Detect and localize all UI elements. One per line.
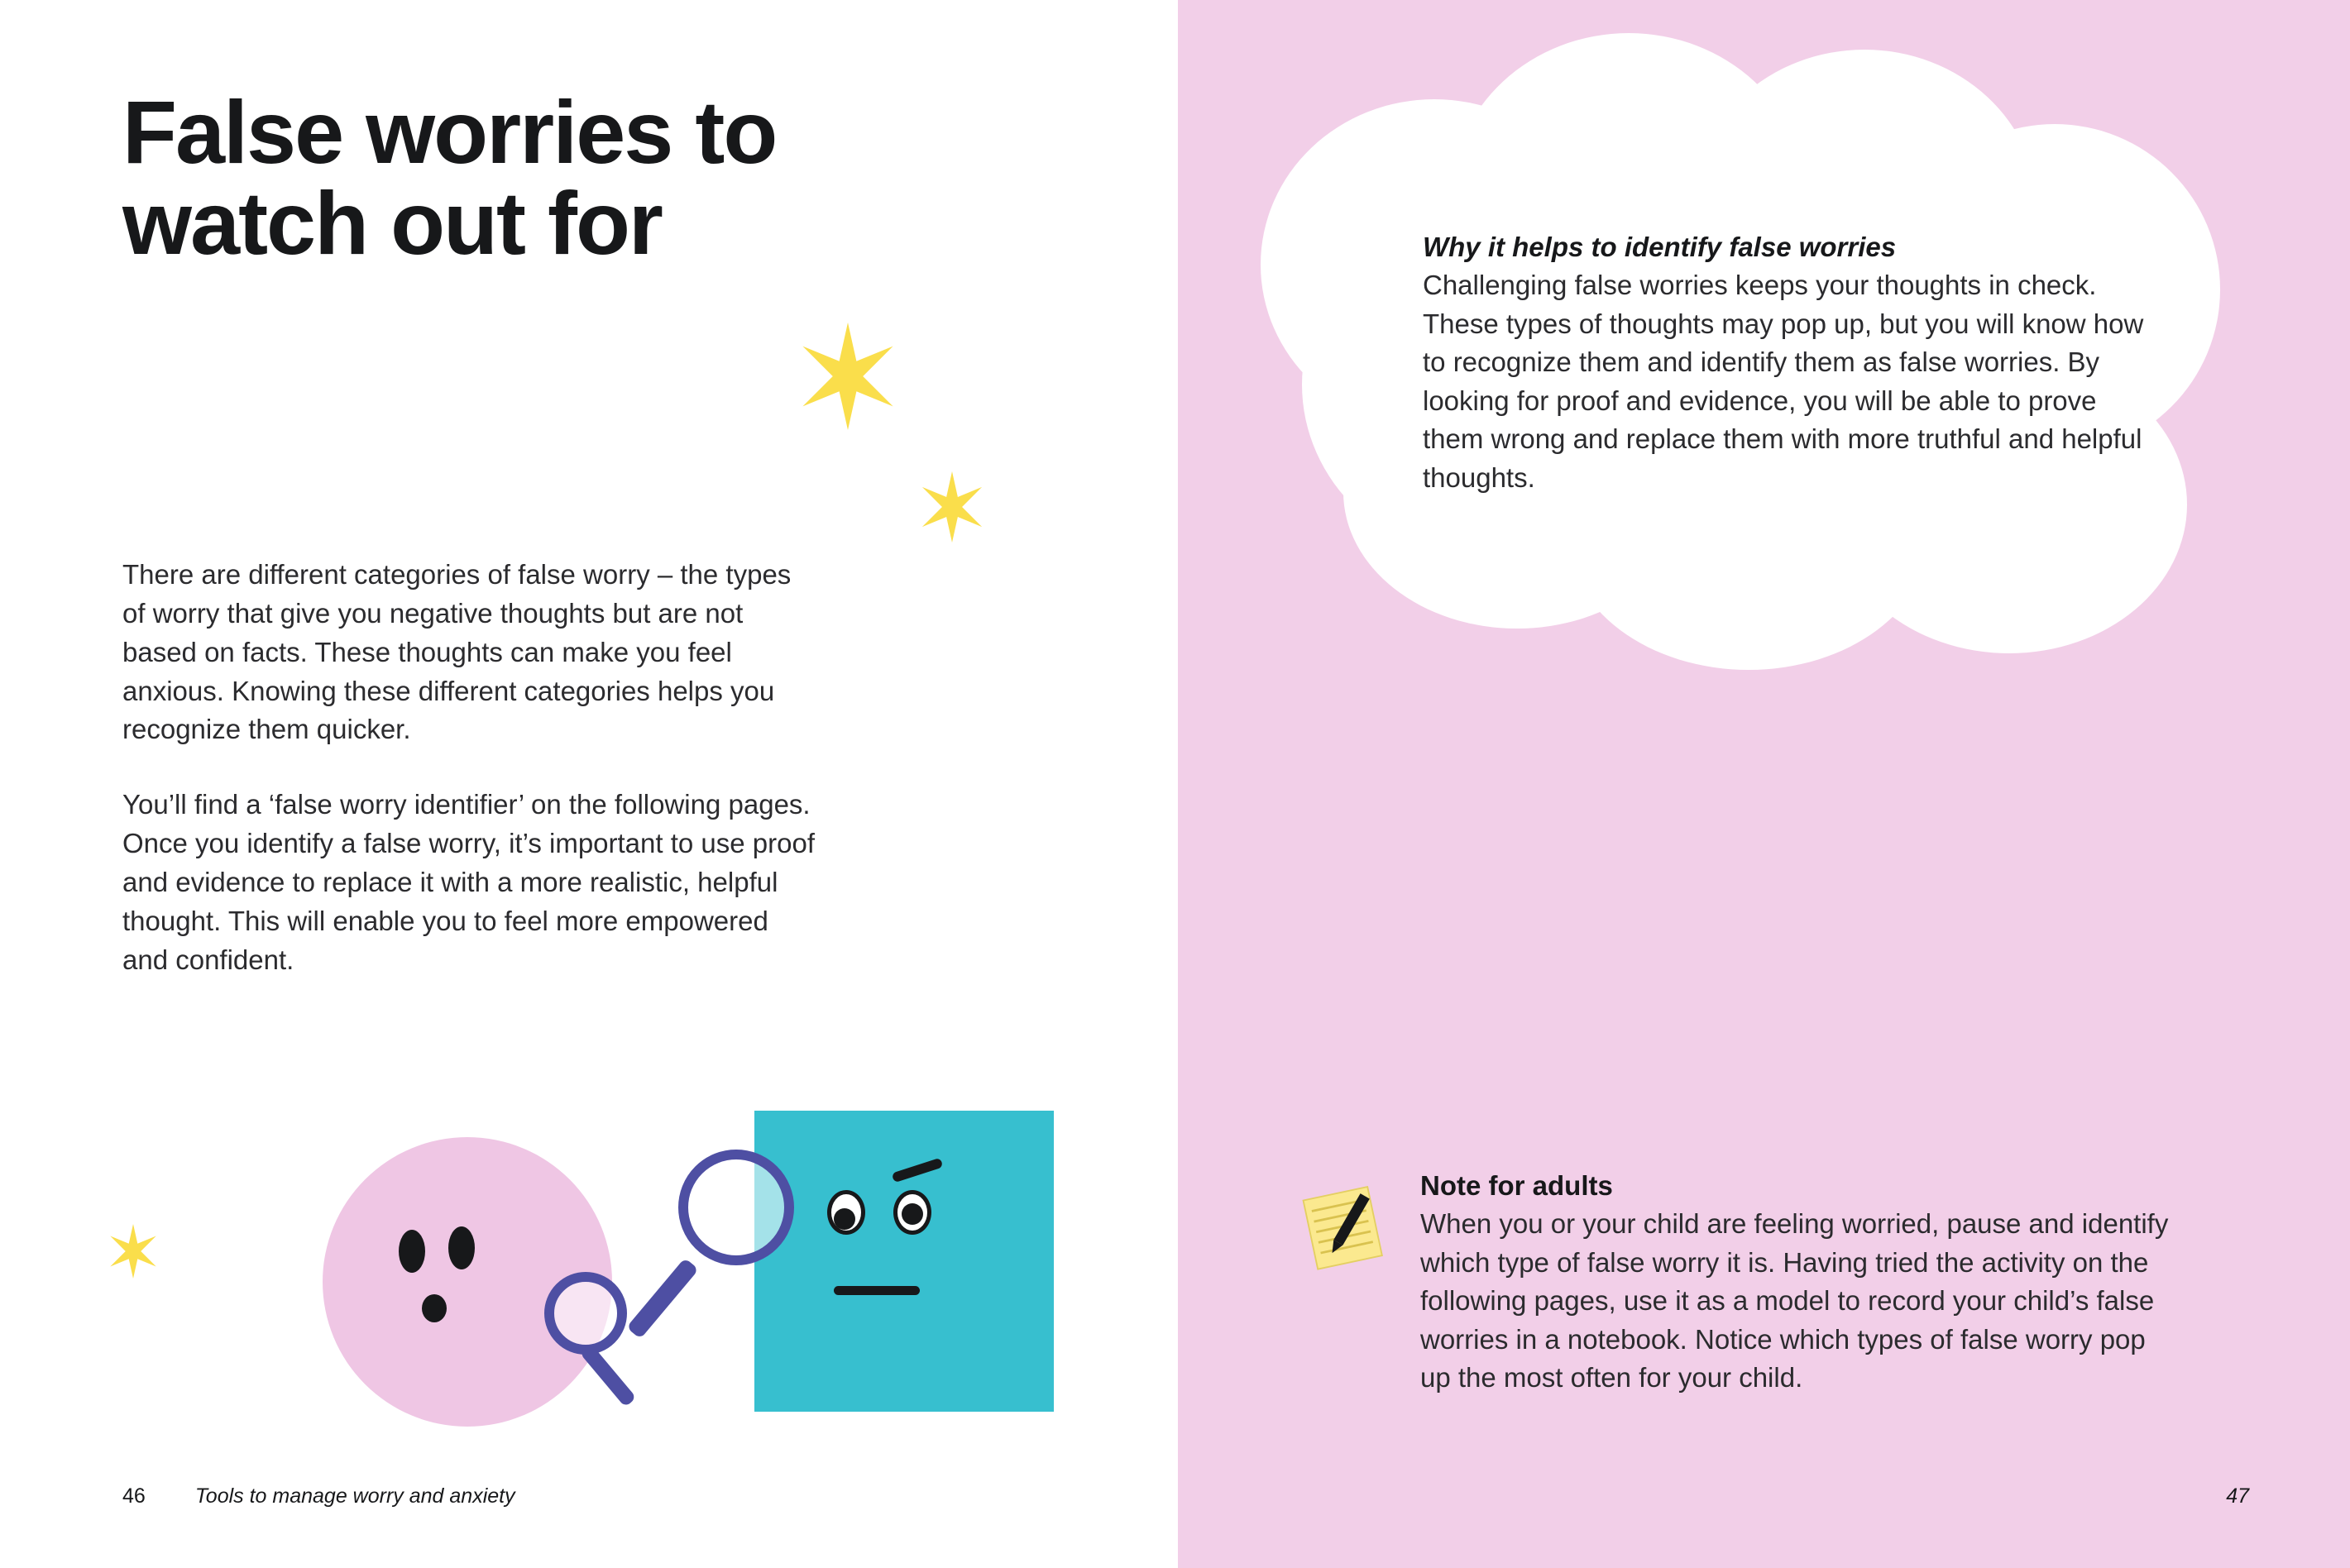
notepad-pencil-icon — [1296, 1178, 1395, 1278]
pupil-left-icon — [834, 1208, 855, 1230]
yellow-star-icon — [917, 471, 988, 543]
page-title: False worries to watch out for — [122, 82, 777, 274]
intro-paragraph-2: You’ll find a ‘false worry identifier’ on the following pages. Once you identify a false worry, it’s important to use proof and evidence to replace it with a more realistic, helpful thought. This will enable you to feel more empowered and confident. — [122, 789, 816, 975]
thought-bubble-heading: Why it helps to identify false worries — [1423, 232, 1897, 262]
yellow-star-icon — [794, 323, 902, 430]
eyebrow-icon — [892, 1158, 944, 1183]
intro-paragraph-1: There are different categories of false worry – the types of worry that give you negative thoughts but are not based on facts. These thoughts can make you feel anxious. Knowing these different categories helps you recognize them quicker. — [122, 559, 792, 745]
magnifying-glass-large-icon — [678, 1150, 794, 1265]
eye-left-icon — [399, 1230, 425, 1273]
eye-right-icon — [448, 1226, 475, 1269]
thought-bubble-text — [1423, 232, 2159, 497]
mouth-icon — [834, 1286, 920, 1295]
intro-text — [122, 556, 817, 1016]
running-head: Tools to manage worry and anxiety — [194, 1484, 515, 1508]
page-number: 47 — [2226, 1484, 2249, 1508]
mouth-icon — [422, 1294, 447, 1322]
magnifier-handle-small-icon — [579, 1343, 636, 1407]
note-heading: Note for adults — [1420, 1170, 1613, 1201]
footer-left — [122, 1484, 515, 1508]
magnifier-handle-large-icon — [626, 1258, 699, 1339]
teal-square-character — [754, 1111, 1054, 1412]
magnifying-glass-small-icon — [544, 1272, 627, 1355]
right-page — [1178, 0, 2350, 1568]
yellow-star-icon — [106, 1224, 160, 1279]
page-number: 46 — [122, 1484, 146, 1508]
pupil-right-icon — [902, 1203, 923, 1225]
note-body: When you or your child are feeling worried, pause and identify which type of false worry it is. Having tried the activity on the following pages, use it as a model to record your child’s false worries in a notebook. Notice which types of false worry pop up the most often for your child. — [1420, 1208, 2169, 1394]
note-for-adults — [1420, 1170, 2173, 1398]
thought-bubble-body: Challenging false worries keeps your thoughts in check. These types of thoughts may pop up, but you will know how to recognize them and identify them as false worries. By looking for proof and evidence, you will be able to prove them wrong and replace them with more truthful and helpful thoughts. — [1423, 270, 2144, 493]
